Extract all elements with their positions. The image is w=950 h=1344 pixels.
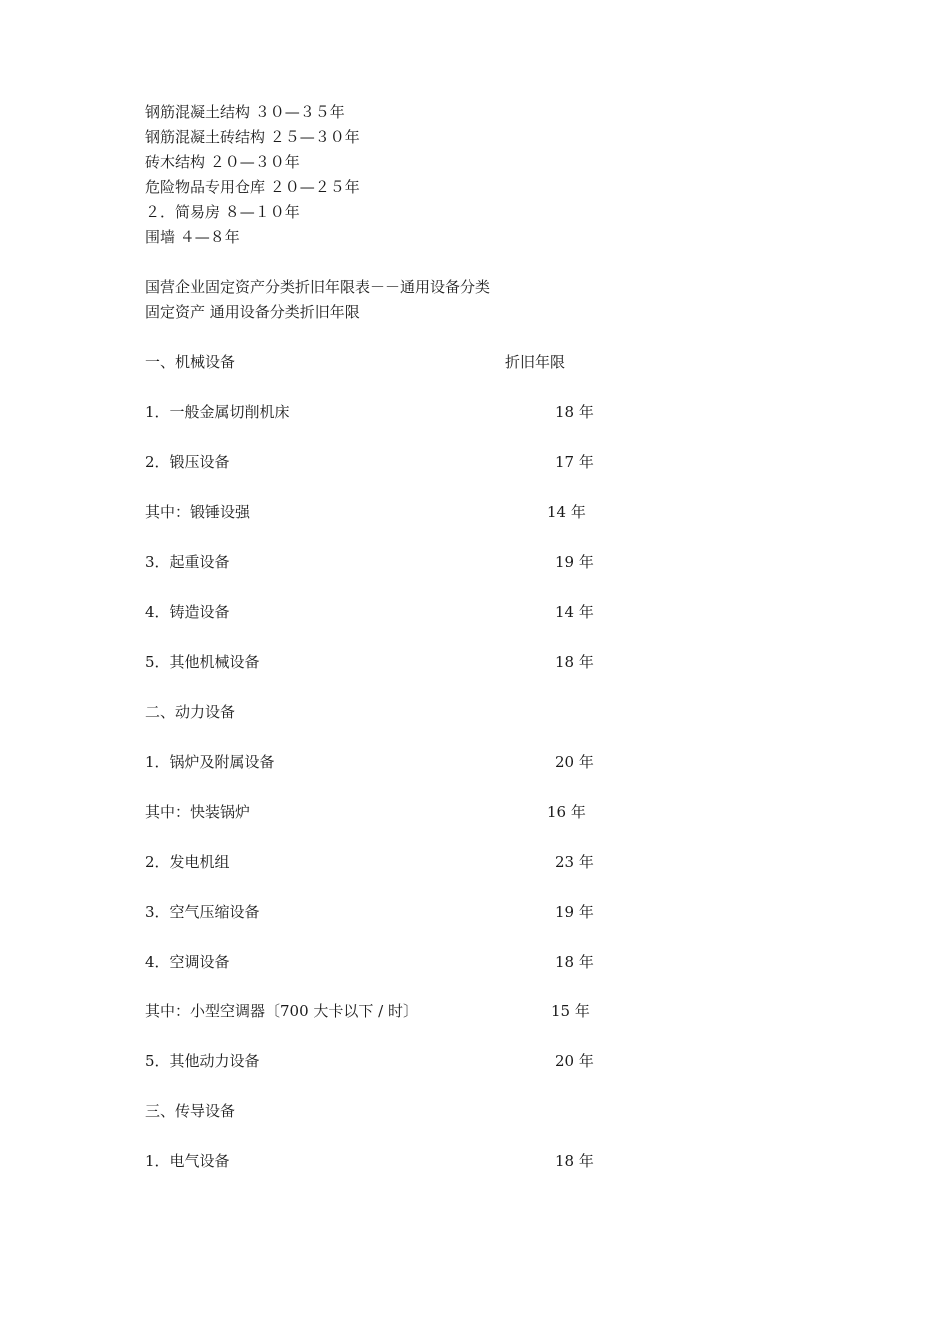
row-value: 14 年 <box>555 603 594 621</box>
text-line: 砖木结构 ２０—３０年 <box>145 153 300 171</box>
text-line: 钢筋混凝土砖结构 ２５—３０年 <box>145 128 360 146</box>
row-value: 18 年 <box>555 1152 594 1170</box>
text-line: 危险物品专用仓库 ２０—２５年 <box>145 178 360 196</box>
row-label: 2．锻压设备 <box>145 453 230 471</box>
row-label: 5．其他机械设备 <box>145 653 260 671</box>
row-label: 其中：小型空调器〔700 大卡以下 / 时〕 <box>145 1002 418 1020</box>
row-value: 18 年 <box>555 653 594 671</box>
row-label: 2．发电机组 <box>145 853 230 871</box>
row-label: 4．铸造设备 <box>145 603 230 621</box>
row-value: 20 年 <box>555 1052 594 1070</box>
text-line: ２．简易房 ８—１０年 <box>145 203 300 221</box>
text-line: 围墙 ４—８年 <box>145 228 240 246</box>
row-value: 15 年 <box>551 1002 590 1020</box>
row-value: 14 年 <box>547 503 586 521</box>
row-value: 16 年 <box>547 803 586 821</box>
column-heading: 折旧年限 <box>505 353 566 371</box>
section-heading: 三、传导设备 <box>145 1102 236 1120</box>
row-value: 18 年 <box>555 403 594 421</box>
row-value: 20 年 <box>555 753 594 771</box>
row-label: 3．空气压缩设备 <box>145 903 260 921</box>
row-label: 其中：锻锤设强 <box>145 503 251 521</box>
row-label: 1．一般金属切削机床 <box>145 403 290 421</box>
row-value: 18 年 <box>555 953 594 971</box>
row-label: 其中：快装锅炉 <box>145 803 251 821</box>
row-label: 4．空调设备 <box>145 953 230 971</box>
text-line: 钢筋混凝土结构 ３０—３５年 <box>145 103 345 121</box>
section-heading: 一、机械设备 <box>145 353 236 371</box>
document-subtitle: 固定资产 通用设备分类折旧年限 <box>145 303 360 321</box>
row-value: 23 年 <box>555 853 594 871</box>
row-value: 17 年 <box>555 453 594 471</box>
row-label: 1．电气设备 <box>145 1152 230 1170</box>
row-label: 5．其他动力设备 <box>145 1052 260 1070</box>
row-value: 19 年 <box>555 553 594 571</box>
row-label: 3．起重设备 <box>145 553 230 571</box>
row-value: 19 年 <box>555 903 594 921</box>
document-title: 国营企业固定资产分类折旧年限表－－通用设备分类 <box>145 278 491 296</box>
row-label: 1．锅炉及附属设备 <box>145 753 275 771</box>
section-heading: 二、动力设备 <box>145 703 236 721</box>
